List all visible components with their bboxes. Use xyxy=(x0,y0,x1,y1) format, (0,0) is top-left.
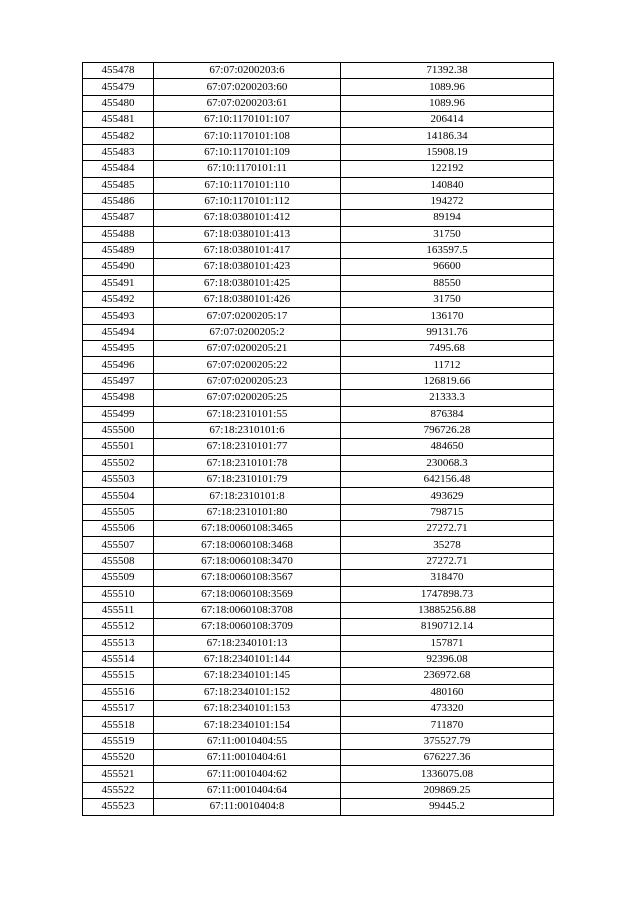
cadastral-number-cell: 67:18:0380101:417 xyxy=(154,242,341,258)
table-row xyxy=(83,553,554,569)
cadastral-number-cell: 67:18:0060108:3468 xyxy=(154,537,341,553)
row-number-cell: 455521 xyxy=(83,766,154,782)
row-number-cell: 455519 xyxy=(83,733,154,749)
row-number-cell: 455495 xyxy=(83,341,154,357)
cadastral-number-cell: 67:07:0200205:17 xyxy=(154,308,341,324)
table-row xyxy=(83,668,554,684)
cadastral-number-cell: 67:10:1170101:110 xyxy=(154,177,341,193)
value-cell: 21333.3 xyxy=(341,390,554,406)
table-row xyxy=(83,210,554,226)
row-number-cell: 455500 xyxy=(83,422,154,438)
row-number-cell: 455478 xyxy=(83,63,154,79)
row-number-cell: 455482 xyxy=(83,128,154,144)
cadastral-number-cell: 67:18:2340101:145 xyxy=(154,668,341,684)
table-row xyxy=(83,193,554,209)
cadastral-number-cell: 67:18:0060108:3709 xyxy=(154,619,341,635)
value-cell: 157871 xyxy=(341,635,554,651)
value-cell: 35278 xyxy=(341,537,554,553)
cadastral-number-cell: 67:07:0200205:23 xyxy=(154,373,341,389)
row-number-cell: 455506 xyxy=(83,521,154,537)
row-number-cell: 455484 xyxy=(83,161,154,177)
cadastral-number-cell: 67:07:0200205:25 xyxy=(154,390,341,406)
table-row xyxy=(83,177,554,193)
cadastral-number-cell: 67:07:0200203:61 xyxy=(154,95,341,111)
row-number-cell: 455489 xyxy=(83,242,154,258)
cadastral-number-cell: 67:18:2310101:8 xyxy=(154,488,341,504)
value-cell: 375527.79 xyxy=(341,733,554,749)
value-cell: 99445.2 xyxy=(341,799,554,815)
table-row xyxy=(83,390,554,406)
cadastral-number-cell: 67:11:0010404:8 xyxy=(154,799,341,815)
value-cell: 493629 xyxy=(341,488,554,504)
table-row xyxy=(83,782,554,798)
table-row xyxy=(83,733,554,749)
table-row xyxy=(83,635,554,651)
table-row xyxy=(83,161,554,177)
table-row xyxy=(83,717,554,733)
cadastral-number-cell: 67:10:1170101:109 xyxy=(154,144,341,160)
cadastral-number-cell: 67:18:0380101:426 xyxy=(154,292,341,308)
row-number-cell: 455516 xyxy=(83,684,154,700)
row-number-cell: 455522 xyxy=(83,782,154,798)
row-number-cell: 455514 xyxy=(83,651,154,667)
row-number-cell: 455498 xyxy=(83,390,154,406)
table-row xyxy=(83,373,554,389)
table-row xyxy=(83,504,554,520)
row-number-cell: 455509 xyxy=(83,570,154,586)
cadastral-number-cell: 67:18:0060108:3569 xyxy=(154,586,341,602)
table-row xyxy=(83,619,554,635)
value-cell: 92396.08 xyxy=(341,651,554,667)
row-number-cell: 455512 xyxy=(83,619,154,635)
cadastral-number-cell: 67:18:2310101:78 xyxy=(154,455,341,471)
cadastral-number-cell: 67:18:0060108:3470 xyxy=(154,553,341,569)
table-row xyxy=(83,357,554,373)
row-number-cell: 455503 xyxy=(83,471,154,487)
cadastral-number-cell: 67:18:0380101:413 xyxy=(154,226,341,242)
value-cell: 8190712.14 xyxy=(341,619,554,635)
cadastral-number-cell: 67:10:1170101:107 xyxy=(154,112,341,128)
table-row xyxy=(83,275,554,291)
row-number-cell: 455518 xyxy=(83,717,154,733)
value-cell: 236972.68 xyxy=(341,668,554,684)
cadastral-number-cell: 67:07:0200205:21 xyxy=(154,341,341,357)
cadastral-number-cell: 67:11:0010404:61 xyxy=(154,750,341,766)
table-row xyxy=(83,439,554,455)
table-row xyxy=(83,341,554,357)
value-cell: 1089.96 xyxy=(341,95,554,111)
table-row xyxy=(83,471,554,487)
row-number-cell: 455520 xyxy=(83,750,154,766)
cadastral-number-cell: 67:18:0380101:425 xyxy=(154,275,341,291)
table-row xyxy=(83,259,554,275)
row-number-cell: 455508 xyxy=(83,553,154,569)
table-row xyxy=(83,799,554,815)
value-cell: 473320 xyxy=(341,701,554,717)
value-cell: 318470 xyxy=(341,570,554,586)
value-cell: 163597.5 xyxy=(341,242,554,258)
table-row xyxy=(83,292,554,308)
value-cell: 88550 xyxy=(341,275,554,291)
cadastral-number-cell: 67:18:2340101:144 xyxy=(154,651,341,667)
cadastral-number-cell: 67:18:0060108:3465 xyxy=(154,521,341,537)
table-row xyxy=(83,79,554,95)
table-row xyxy=(83,112,554,128)
table-row xyxy=(83,586,554,602)
table-row xyxy=(83,128,554,144)
value-cell: 31750 xyxy=(341,292,554,308)
row-number-cell: 455487 xyxy=(83,210,154,226)
cadastral-number-cell: 67:18:2340101:153 xyxy=(154,701,341,717)
table-row xyxy=(83,521,554,537)
row-number-cell: 455479 xyxy=(83,79,154,95)
value-cell: 89194 xyxy=(341,210,554,226)
value-cell: 96600 xyxy=(341,259,554,275)
cadastral-number-cell: 67:11:0010404:64 xyxy=(154,782,341,798)
table-row xyxy=(83,422,554,438)
row-number-cell: 455492 xyxy=(83,292,154,308)
cadastral-number-cell: 67:10:1170101:11 xyxy=(154,161,341,177)
row-number-cell: 455491 xyxy=(83,275,154,291)
value-cell: 122192 xyxy=(341,161,554,177)
value-cell: 676227.36 xyxy=(341,750,554,766)
row-number-cell: 455511 xyxy=(83,602,154,618)
value-cell: 798715 xyxy=(341,504,554,520)
row-number-cell: 455488 xyxy=(83,226,154,242)
cadastral-number-cell: 67:18:0380101:423 xyxy=(154,259,341,275)
value-cell: 99131.76 xyxy=(341,324,554,340)
row-number-cell: 455481 xyxy=(83,112,154,128)
value-cell: 206414 xyxy=(341,112,554,128)
table-row xyxy=(83,701,554,717)
row-number-cell: 455490 xyxy=(83,259,154,275)
value-cell: 11712 xyxy=(341,357,554,373)
cadastral-number-cell: 67:07:0200203:60 xyxy=(154,79,341,95)
value-cell: 209869.25 xyxy=(341,782,554,798)
cadastral-number-cell: 67:18:2310101:6 xyxy=(154,422,341,438)
value-cell: 140840 xyxy=(341,177,554,193)
value-cell: 484650 xyxy=(341,439,554,455)
cadastral-number-cell: 67:07:0200203:6 xyxy=(154,63,341,79)
value-cell: 642156.48 xyxy=(341,471,554,487)
cadastral-number-cell: 67:10:1170101:108 xyxy=(154,128,341,144)
row-number-cell: 455513 xyxy=(83,635,154,651)
value-cell: 71392.38 xyxy=(341,63,554,79)
cadastral-number-cell: 67:18:2310101:79 xyxy=(154,471,341,487)
value-cell: 27272.71 xyxy=(341,521,554,537)
cadastral-number-cell: 67:18:2310101:55 xyxy=(154,406,341,422)
value-cell: 1747898.73 xyxy=(341,586,554,602)
value-cell: 711870 xyxy=(341,717,554,733)
table-row xyxy=(83,750,554,766)
value-cell: 876384 xyxy=(341,406,554,422)
value-cell: 13885256.88 xyxy=(341,602,554,618)
table-row xyxy=(83,324,554,340)
value-cell: 31750 xyxy=(341,226,554,242)
row-number-cell: 455505 xyxy=(83,504,154,520)
cadastral-number-cell: 67:07:0200205:22 xyxy=(154,357,341,373)
cadastral-number-cell: 67:18:2340101:154 xyxy=(154,717,341,733)
table-row xyxy=(83,684,554,700)
table-row xyxy=(83,242,554,258)
value-cell: 14186.34 xyxy=(341,128,554,144)
value-cell: 194272 xyxy=(341,193,554,209)
table-body xyxy=(83,63,554,816)
row-number-cell: 455510 xyxy=(83,586,154,602)
row-number-cell: 455515 xyxy=(83,668,154,684)
row-number-cell: 455499 xyxy=(83,406,154,422)
value-cell: 230068.3 xyxy=(341,455,554,471)
row-number-cell: 455493 xyxy=(83,308,154,324)
row-number-cell: 455502 xyxy=(83,455,154,471)
table-row xyxy=(83,63,554,79)
row-number-cell: 455517 xyxy=(83,701,154,717)
cadastral-number-cell: 67:18:2310101:80 xyxy=(154,504,341,520)
value-cell: 15908.19 xyxy=(341,144,554,160)
cadastral-number-cell: 67:10:1170101:112 xyxy=(154,193,341,209)
table-row xyxy=(83,602,554,618)
value-cell: 136170 xyxy=(341,308,554,324)
row-number-cell: 455507 xyxy=(83,537,154,553)
table-row xyxy=(83,570,554,586)
value-cell: 7495.68 xyxy=(341,341,554,357)
value-cell: 480160 xyxy=(341,684,554,700)
cadastral-number-cell: 67:18:0380101:412 xyxy=(154,210,341,226)
table-row xyxy=(83,144,554,160)
value-cell: 1336075.08 xyxy=(341,766,554,782)
cadastral-number-cell: 67:11:0010404:62 xyxy=(154,766,341,782)
row-number-cell: 455504 xyxy=(83,488,154,504)
row-number-cell: 455494 xyxy=(83,324,154,340)
row-number-cell: 455480 xyxy=(83,95,154,111)
cadastral-number-cell: 67:11:0010404:55 xyxy=(154,733,341,749)
cadastral-value-table xyxy=(82,62,554,816)
value-cell: 796726.28 xyxy=(341,422,554,438)
table-row xyxy=(83,226,554,242)
row-number-cell: 455496 xyxy=(83,357,154,373)
row-number-cell: 455485 xyxy=(83,177,154,193)
row-number-cell: 455501 xyxy=(83,439,154,455)
table-row xyxy=(83,651,554,667)
row-number-cell: 455523 xyxy=(83,799,154,815)
cadastral-number-cell: 67:18:2310101:77 xyxy=(154,439,341,455)
value-cell: 126819.66 xyxy=(341,373,554,389)
table-row xyxy=(83,95,554,111)
table-row xyxy=(83,537,554,553)
cadastral-number-cell: 67:18:2340101:13 xyxy=(154,635,341,651)
table-row xyxy=(83,488,554,504)
row-number-cell: 455497 xyxy=(83,373,154,389)
table-row xyxy=(83,308,554,324)
table-row xyxy=(83,766,554,782)
row-number-cell: 455486 xyxy=(83,193,154,209)
value-cell: 27272.71 xyxy=(341,553,554,569)
cadastral-number-cell: 67:18:2340101:152 xyxy=(154,684,341,700)
table-row xyxy=(83,406,554,422)
row-number-cell: 455483 xyxy=(83,144,154,160)
cadastral-number-cell: 67:07:0200205:2 xyxy=(154,324,341,340)
table-row xyxy=(83,455,554,471)
cadastral-number-cell: 67:18:0060108:3567 xyxy=(154,570,341,586)
value-cell: 1089.96 xyxy=(341,79,554,95)
cadastral-number-cell: 67:18:0060108:3708 xyxy=(154,602,341,618)
